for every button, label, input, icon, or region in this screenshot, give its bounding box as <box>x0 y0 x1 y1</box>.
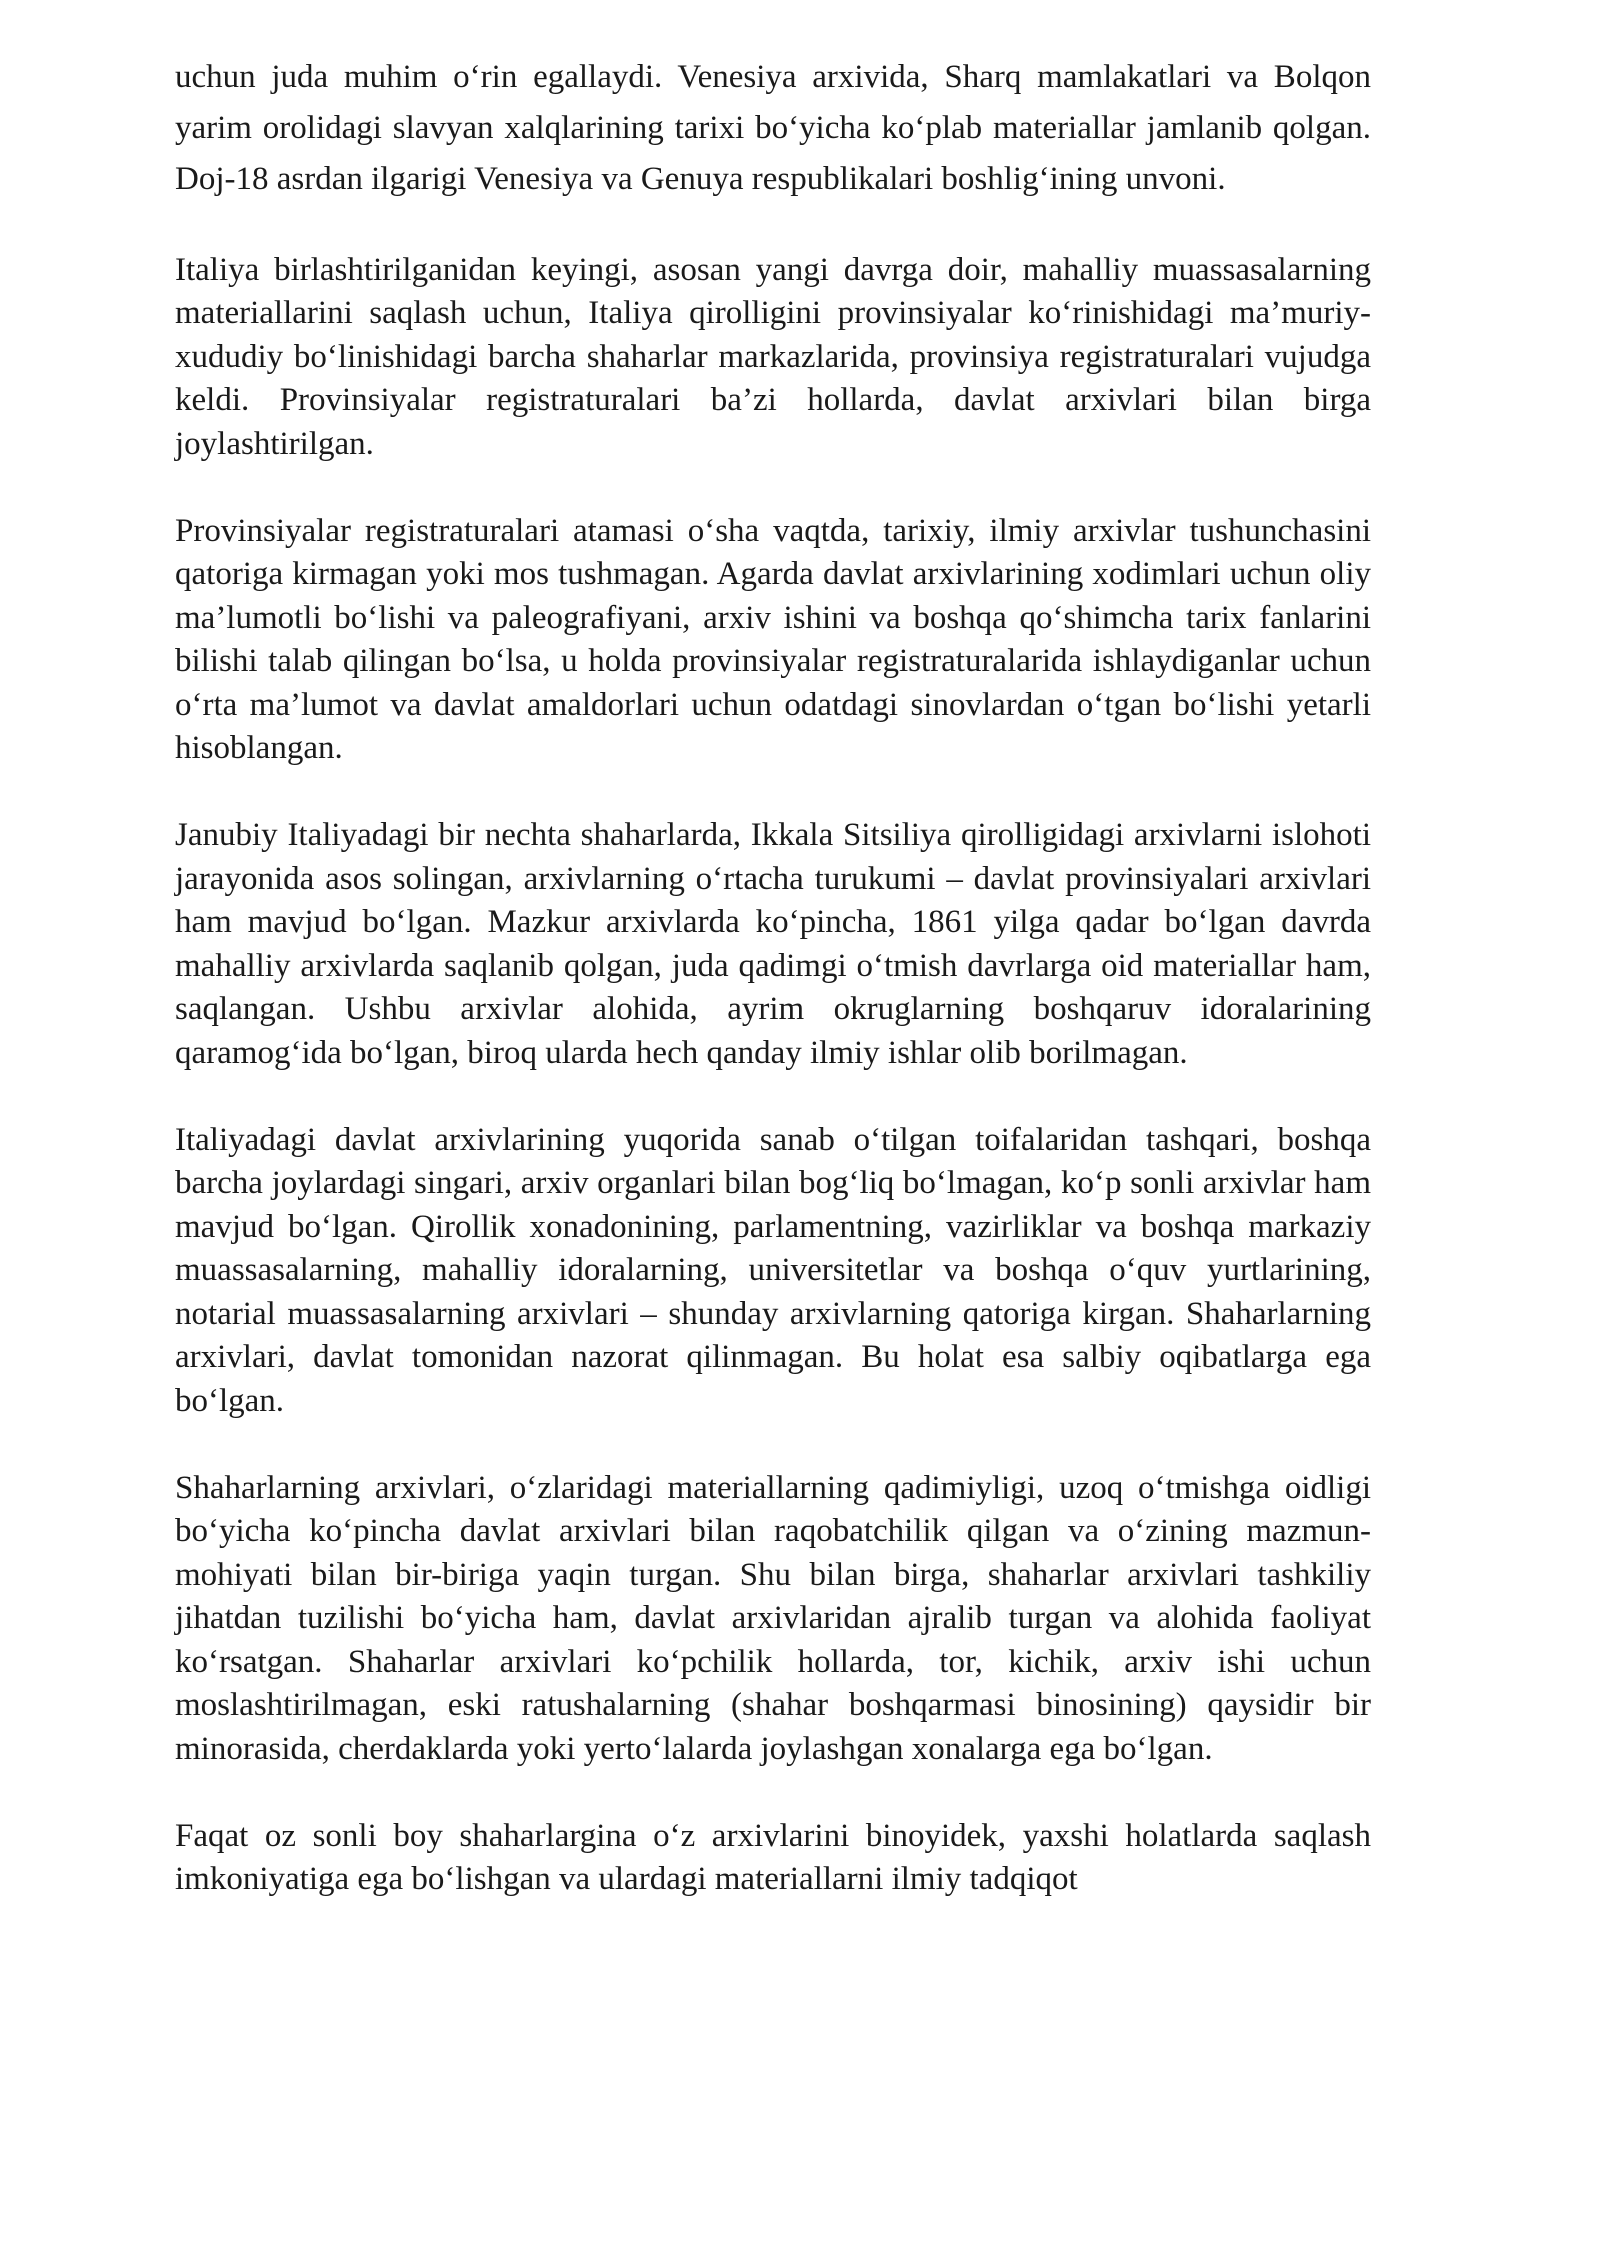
paragraph-venesiya-archive: uchun juda muhim oʻrin egallaydi. Venesiya arxivida, Sharq mamlakatlari va Bolqon yarim orolidagi slavyan xalqlarining tarixi boʻyicha koʻplab materiallar jamlanib qolgan. Doj-18 asrdan ilgarigi Venesiya va Genuya respublikalari boshligʻining unvoni. <box>175 59 1371 197</box>
paragraph-city-archives: Shaharlarning arxivlari, oʻzlaridagi materiallarning qadimiyligi, uzoq oʻtmishga oidligi boʻyicha koʻpincha davlat arxivlari bilan raqobatchilik qilgan va oʻzining mazmun-mohiyati bilan bir-biriga yaqin turgan. Shu bilan birga, shaharlar arxivlari tashkiliy jihatdan tuzilishi boʻyicha ham, davlat arxivlaridan ajralib turgan va alohida faoliyat koʻrsatgan. Shaharlar arxivlari koʻpchilik hollarda, tor, kichik, arxiv ishi uchun moslashtirilmagan, eski ratushalarning (shahar boshqarmasi binosining) qaysidir bir minorasida, cherdaklarda yoki yertoʻlalarda joylashgan xonalarga ega boʻlgan. <box>175 1469 1371 1767</box>
paragraph-provincial-registries: Italiya birlashtirilganidan keyingi, asosan yangi davrga doir, mahalliy muassasalarning materiallarini saqlash uchun, Italiya qirolligini provinsiyalar koʻrinishidagi ma’muriy-xududiy boʻlinishidagi barcha shaharlar markazlarida, provinsiya registraturalari vujudga keldi. Provinsiyalar registraturalari ba’zi hollarda, davlat arxivlari bilan birga joylashtirilgan. <box>175 251 1371 462</box>
paragraph-registry-term: Provinsiyalar registraturalari atamasi oʻsha vaqtda, tarixiy, ilmiy arxivlar tushunchasini qatoriga kirmagan yoki mos tushmagan. Agarda davlat arxivlarining xodimlari uchun oliy ma’lumotli boʻlishi va paleografiyani, arxiv ishini va boshqa qoʻshimcha tarix fanlarini bilishi talab qilingan boʻlsa, u holda provinsiyalar registraturalarida ishlaydiganlar uchun oʻrta ma’lumot va davlat amaldorlari uchun odatdagi sinovlardan oʻtgan boʻlishi yetarli hisoblangan. <box>175 512 1371 766</box>
paragraph-south-italy-archives: Janubiy Italiyadagi bir nechta shaharlarda, Ikkala Sitsiliya qirolligidagi arxivlarni islohoti jarayonida asos solingan, arxivlarning oʻrtacha turukumi – davlat provinsiyalari arxivlari ham mavjud boʻlgan. Mazkur arxivlarda koʻpincha, 1861 yilga qadar boʻlgan davrda mahalliy arxivlarda saqlanib qolgan, juda qadimgi oʻtmish davrlarga oid materiallar ham, saqlangan. Ushbu arxivlar alohida, ayrim okruglarning boshqaruv idoralarining qaramogʻida boʻlgan, biroq ularda hech qanday ilmiy ishlar olib borilmagan. <box>175 817 1371 1071</box>
paragraph-rich-cities: Faqat oz sonli boy shaharlargina oʻz arxivlarini binoyidek, yaxshi holatlarda saqlash imkoniyatiga ega boʻlishgan va ulardagi materiallarni ilmiy tadqiqot <box>175 1817 1371 1897</box>
paragraph-other-archives: Italiyadagi davlat arxivlarining yuqorida sanab oʻtilgan toifalaridan tashqari, boshqa barcha joylardagi singari, arxiv organlari bilan bogʻliq boʻlmagan, koʻp sonli arxivlar ham mavjud boʻlgan. Qirollik xonadonining, parlamentning, vazirliklar va boshqa markaziy muassasalarning, mahalliy idoralarning, universitetlar va boshqa oʻquv yurtlarining, notarial muassasalarning arxivlari – shunday arxivlarning qatoriga kirgan. Shaharlarning arxivlari, davlat tomonidan nazorat qilinmagan. Bu holat esa salbiy oqibatlarga ega boʻlgan. <box>175 1121 1371 1419</box>
document-page <box>175 52 1371 1902</box>
